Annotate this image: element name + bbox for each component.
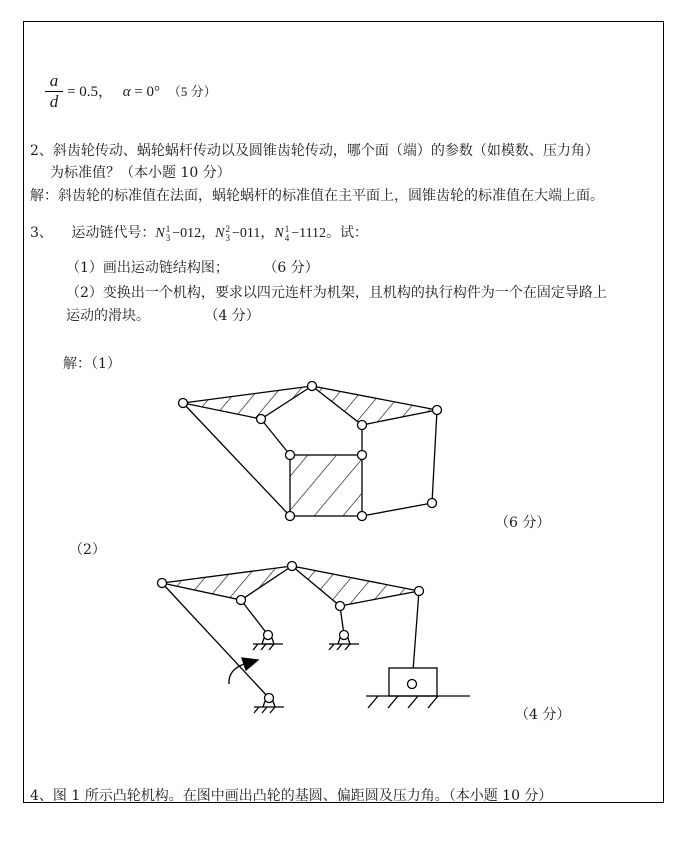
crank-link [162, 583, 269, 698]
rocker-link [241, 600, 268, 635]
q3-code-1-suffix: −012， [172, 226, 216, 241]
ternary-link-right [312, 386, 437, 425]
figure2-label: （2） [69, 542, 106, 558]
q3-code-2-sup: 2 [225, 223, 230, 234]
fraction-numerator: a [49, 71, 59, 90]
q1-eq1: = 0.5， [67, 84, 113, 100]
ternary-link-left [183, 386, 312, 419]
binary-link [362, 503, 432, 516]
fraction-denominator: d [49, 92, 59, 111]
q3-code-2-suffix: −011， [231, 226, 275, 241]
figure2-score: （4 分） [515, 707, 571, 723]
q3-part2-text: 运动的滑块。 [66, 308, 150, 324]
guide-ground [366, 696, 470, 708]
binary-link [183, 403, 290, 516]
binary-link [261, 419, 290, 455]
binary-link [432, 410, 437, 503]
rotation-arrow-icon [229, 664, 244, 684]
q2-answer: 解：斜齿轮的标准值在法面，蜗轮蜗杆的标准值在主平面上，圆锥齿轮的标准值在大端上面。 [30, 188, 604, 204]
mechanism-diagram [158, 562, 471, 714]
q2-question-line2: 为标准值？（本小题 10 分） [50, 165, 231, 181]
q3-code-1-base: N [155, 226, 165, 241]
arrowhead-icon [242, 658, 258, 670]
q3-code-2-sub: 3 [225, 232, 230, 243]
q3-code-3-suffix: −1112 [291, 226, 327, 241]
q3-code-3-base: N [274, 226, 284, 241]
kinematic-chain-diagram [179, 382, 442, 521]
q3-part2-line1: （2）变换出一个机构，要求以四元连杆为机架，且机构的执行构件为一个在固定导路上 [66, 285, 607, 301]
q1-alpha: α [122, 84, 131, 100]
q3-label: 运动链代号： [71, 225, 156, 241]
q3-code-3-sub: 4 [284, 232, 290, 243]
q4-question: 4、图 1 所示凸轮机构。在图中画出凸轮的基圆、偏距圆及压力角。（本小题 10 分） [30, 788, 553, 804]
q3-code-3-sup: 1 [284, 223, 290, 234]
q3-part1-text: （1）画出运动链结构图； [66, 260, 229, 276]
q3-number: 3、 [30, 225, 53, 241]
q3-tail: 。试： [326, 225, 369, 241]
quaternary-link [290, 455, 362, 516]
q3-part2-score: （4 分） [204, 308, 260, 324]
q1-eq2: = 0° [130, 84, 161, 100]
q3-code-1-sup: 1 [165, 223, 171, 234]
q3-code-1-sub: 3 [165, 232, 171, 243]
ternary-link-left [162, 566, 292, 600]
q3-code-2-base: N [215, 226, 225, 241]
solution-label: 解：（1） [63, 356, 121, 372]
q1-score: （5 分） [167, 84, 217, 99]
ternary-link-right [292, 566, 419, 606]
figure1-score: （6 分） [495, 515, 551, 531]
q2-question-line1: 2、斜齿轮传动、蜗轮蜗杆传动以及圆锥齿轮传动，哪个面（端）的参数（如模数、压力角） [30, 143, 599, 159]
q3-part1-score: （6 分） [263, 260, 319, 276]
